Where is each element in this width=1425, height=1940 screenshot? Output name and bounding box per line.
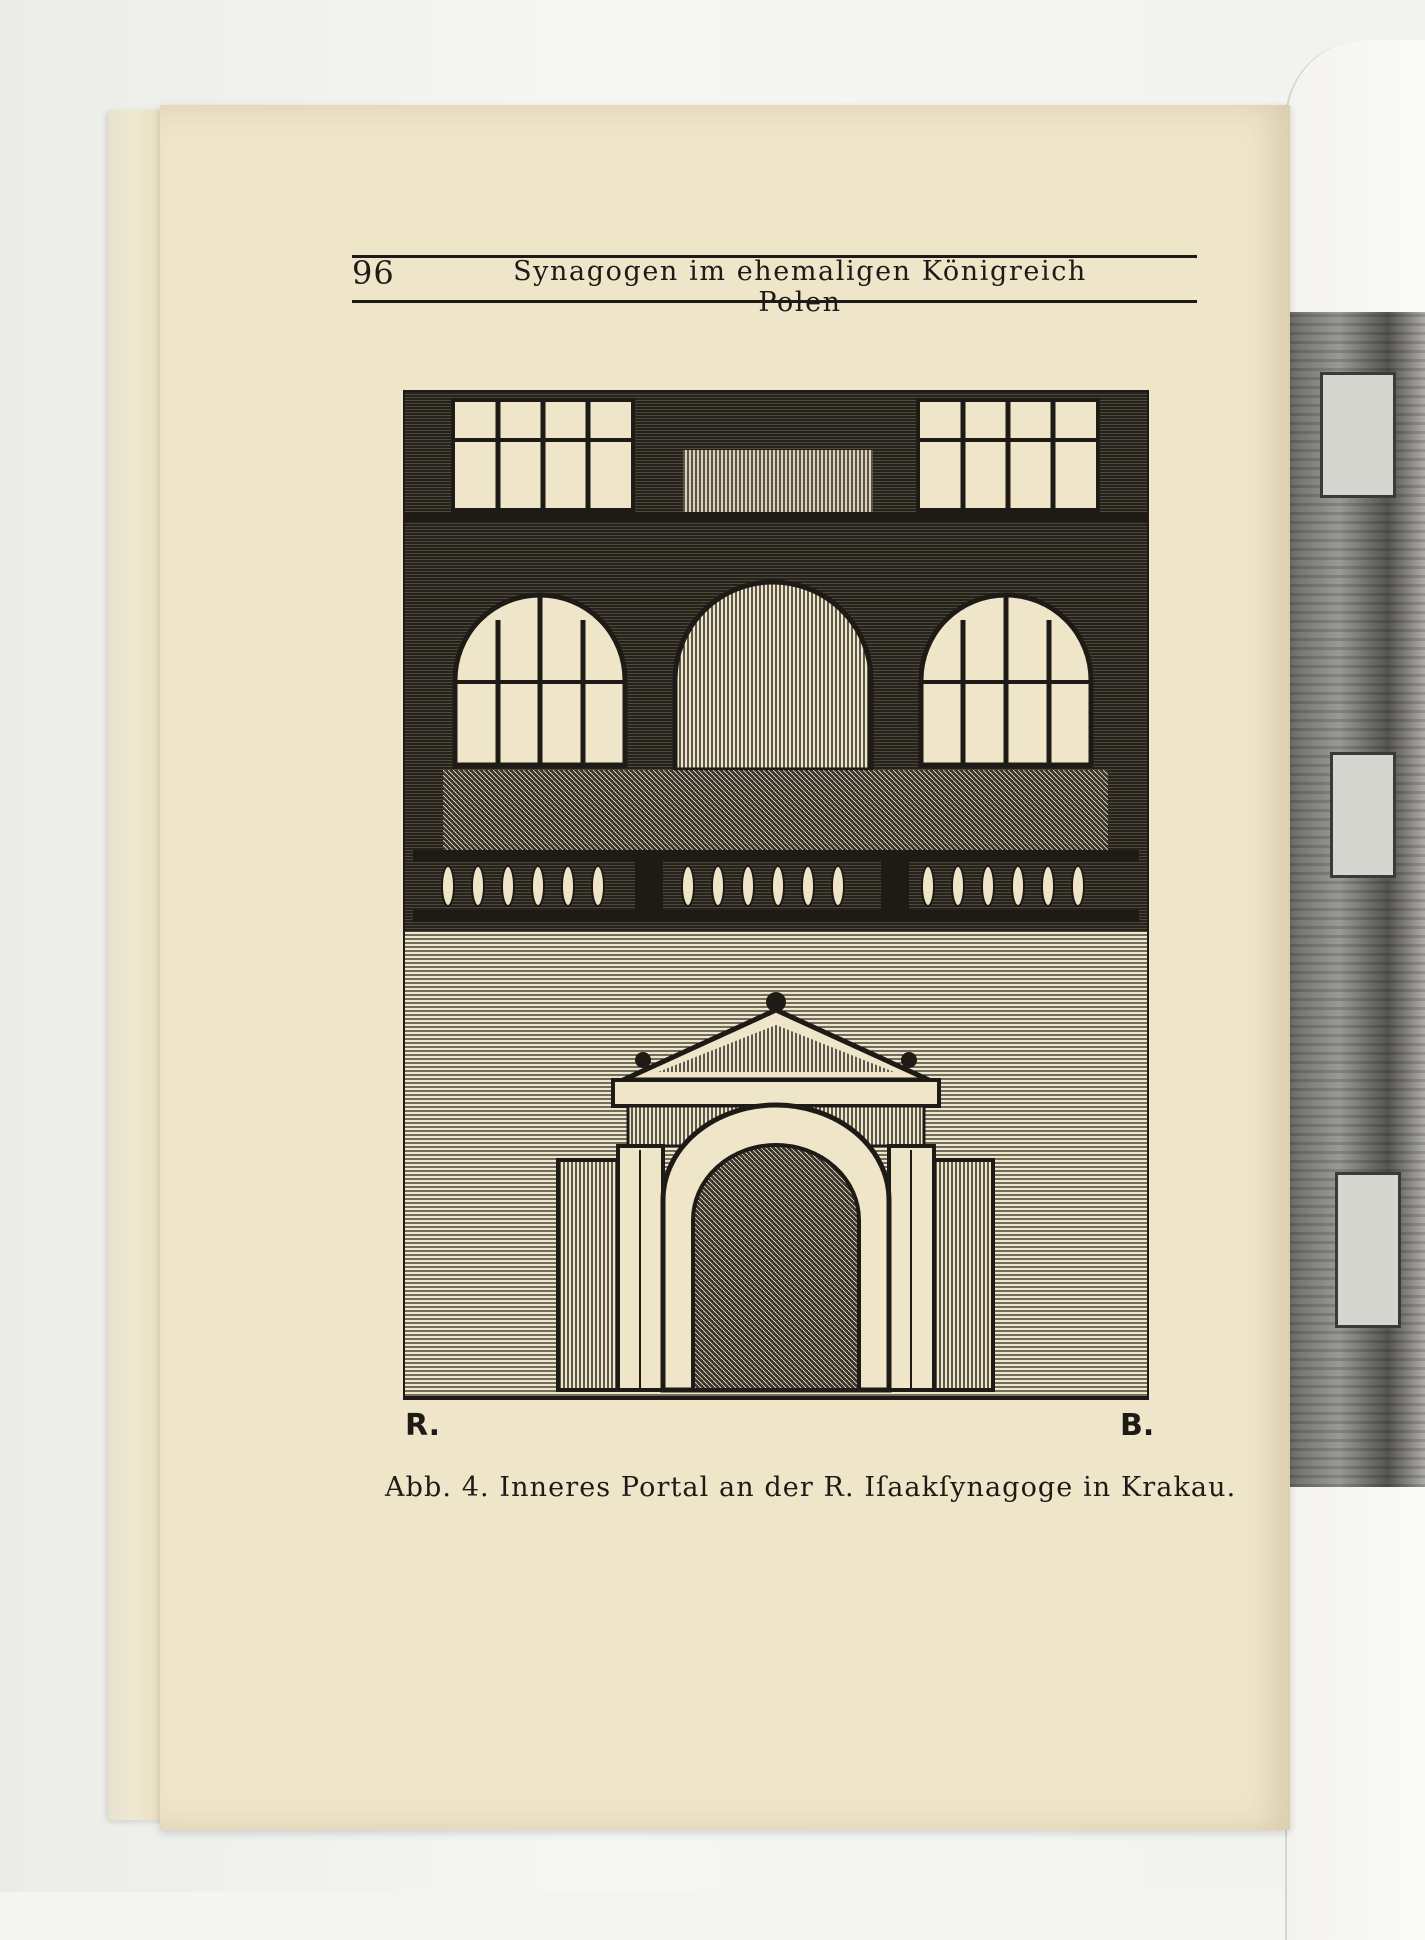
figure-caption: Abb. 4. Inneres Portal an der R. Iſaakſynagoge in Krakau. (385, 1472, 1237, 1503)
photo-window (1335, 1172, 1401, 1328)
artist-monogram-right: B. (1120, 1408, 1155, 1443)
photo-window (1320, 372, 1396, 498)
page-number: 96 (352, 254, 395, 292)
upper-window-right (918, 400, 1098, 510)
upper-center-panel (683, 450, 873, 512)
page-block-edge (108, 110, 168, 1820)
facing-page-photograph (1290, 312, 1425, 1487)
artist-monogram-left: R. (405, 1408, 441, 1443)
photo-window (1330, 752, 1396, 878)
upper-window-left (453, 400, 633, 510)
running-title: Synagogen im ehemaligen Königreich Polen (513, 256, 1087, 318)
arch-center (675, 582, 871, 770)
figure-illustration (403, 390, 1149, 1400)
portal-doorway (693, 1145, 859, 1390)
upper-cornice (405, 512, 1147, 522)
lattice-screen (443, 770, 1108, 850)
